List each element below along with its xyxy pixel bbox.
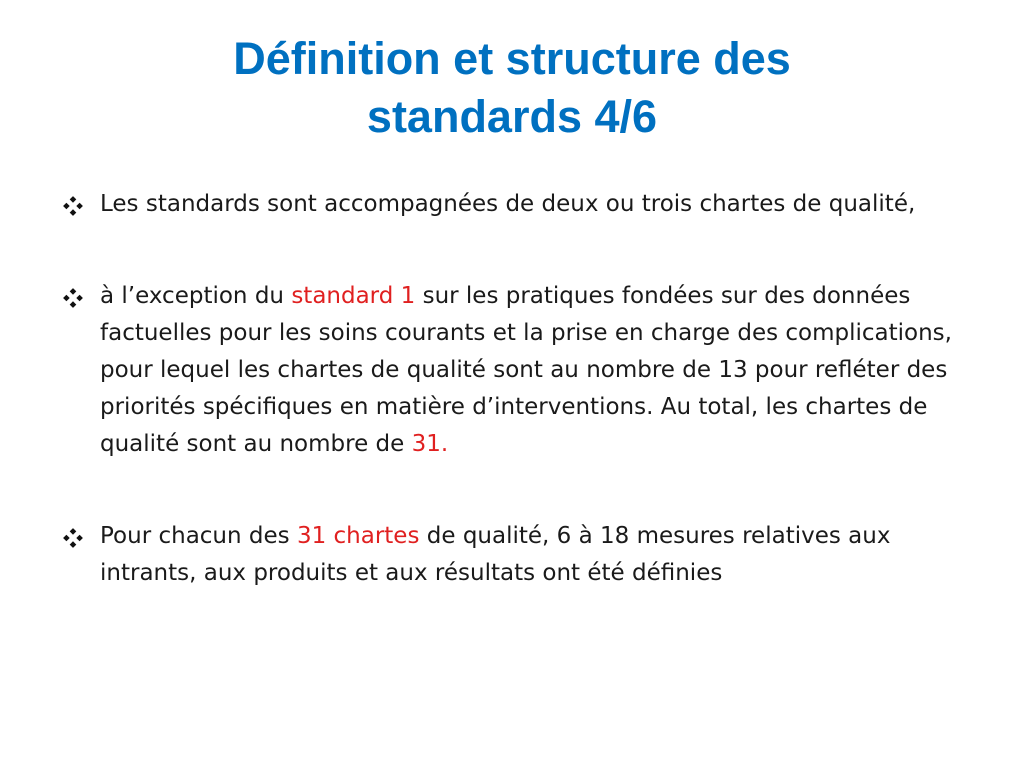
bullet-1-text: Les standards sont accompagnées de deux ou trois chartes de qualité, bbox=[100, 191, 916, 217]
bullet-2-text-middle: sur les pratiques fondées sur des données factuelles pour les soins courants et la prise en charge des complications, pour lequel les chartes de qualité sont au nombre de 13 pour refléter des priorités spécifiques en matière d’interventions. Au total, les chartes de qualité sont au nombre de bbox=[100, 283, 952, 457]
bullet-item-3 bbox=[62, 518, 972, 592]
bullet-item-2 bbox=[62, 278, 972, 463]
four-diamond-bullet-icon bbox=[62, 527, 84, 549]
bullet-2-highlight-total: 31. bbox=[411, 431, 449, 457]
four-diamond-bullet-icon bbox=[62, 195, 84, 217]
bullet-3-text-start: Pour chacun des bbox=[100, 523, 297, 549]
bullet-list bbox=[62, 186, 972, 592]
slide-title bbox=[100, 30, 924, 146]
bullet-3-text-end: de qualité, 6 à 18 mesures relatives aux intrants, aux produits et aux résultats ont été définies bbox=[100, 523, 891, 586]
four-diamond-bullet-icon bbox=[62, 287, 84, 309]
slide-title-line-2: standards 4/6 bbox=[366, 91, 658, 142]
bullet-3-highlight-chartes: 31 chartes bbox=[296, 523, 420, 549]
bullet-2-highlight-standard: standard 1 bbox=[291, 283, 416, 309]
bullet-2-text-start: à l’exception du bbox=[100, 283, 292, 309]
bullet-item-1 bbox=[62, 186, 972, 223]
slide-title-line-1: Définition et structure des bbox=[233, 33, 791, 84]
